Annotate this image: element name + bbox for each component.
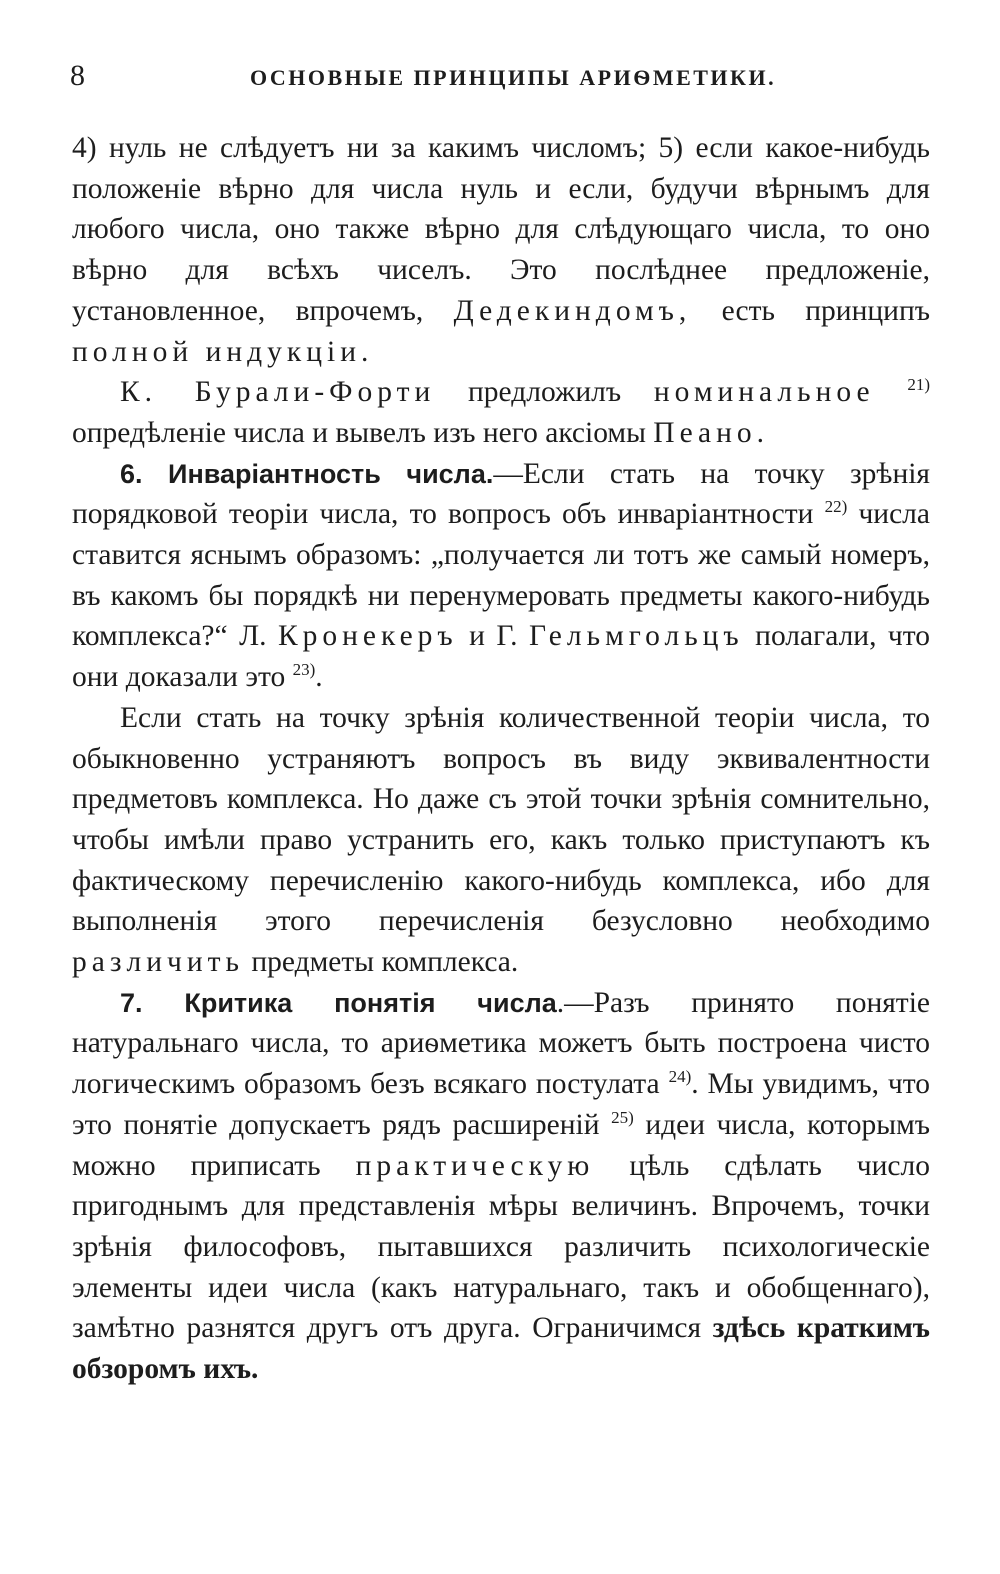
p4-text-a: Если стать на точку зрѣнія количественной теоріи числа, то обыкновенно устраняютъ вопросъ въ виду эквивалентности предметовъ комплекса. Но даже съ этой точки зрѣнія сомнительно, чтобы имѣли право устранить его, какъ только приступаютъ къ фактическому перечисленію какого-нибудь комплекса, ибо для выполненія этого перечисленія безусловно необходимо [72, 701, 930, 938]
p5-text-c: идеи числа, которымъ можно приписать [72, 1108, 931, 1182]
term-distinguish: различить [72, 946, 244, 979]
p3-text-a: —Если стать на точку зрѣнія порядковой теоріи числа, то вопросъ объ инваріантности [72, 457, 930, 531]
paragraph-3 [72, 454, 930, 698]
name-helmholtz: Гельмгольцъ [529, 620, 744, 653]
section-heading-6: 6. Инваріантность числа. [120, 458, 494, 489]
name-dedekind: Дедекиндомъ, [453, 294, 692, 327]
body-text [72, 128, 930, 1390]
p1-text-a: 4) нуль не слѣдуетъ ни за какимъ числомъ; 5) если какое-нибудь положеніе вѣрно для числа нуль и если, будучи вѣрнымъ для любого числа, оно также вѣрно для слѣдующаго числа, то оно вѣрно для всѣхъ чиселъ. Это послѣднее предложеніе, установленное, впрочемъ, [72, 132, 930, 327]
footnote-ref-21[interactable]: 21) [907, 375, 930, 395]
term-practical: практическую [355, 1149, 595, 1182]
p2-text-a: предложилъ [435, 376, 654, 409]
running-title: ОСНОВНЫЕ ПРИНЦИПЫ АРИѲМЕТИКИ. [250, 65, 777, 90]
p5-text-a: .—Разъ принято понятіе натуральнаго числа, то ариѳметика можетъ быть построена чисто логическимъ образомъ безъ всякаго постулата [72, 986, 930, 1101]
p5-text-d: цѣль сдѣлать число пригоднымъ для представленія мѣры величинъ. Впрочемъ, точки зрѣнія философовъ, пытавшихся различить психологическіе элементы идеи числа (какъ натуральнаго, такъ и обобщеннаго), замѣтно разнятся другъ отъ друга. Ограничимся [72, 1149, 931, 1345]
term-nominal: номинальное [653, 376, 875, 409]
name-peano: Пеано. [653, 416, 770, 449]
footnote-ref-23[interactable]: 23) [292, 660, 316, 680]
paragraph-1 [72, 128, 930, 372]
p4-text-b: предметы комплекса. [243, 946, 519, 979]
page-number: 8 [70, 59, 85, 92]
p3-text-b: числа ставится яснымъ образомъ: „получается ли тотъ же самый номеръ, въ какомъ бы порядкѣ ни перенумеровать предметы какого-нибудь комплекса?“ Л. [72, 498, 930, 653]
name-burali-forti: К. Бурали-Форти [120, 376, 436, 409]
p5-last-phrase: здѣсь краткимъ обзоромъ ихъ. [72, 1312, 931, 1386]
name-kronecker: Кронекеръ [277, 620, 458, 653]
footnote-ref-24[interactable]: 24) [668, 1067, 692, 1087]
section-heading-7: 7. Критика понятія числа [120, 987, 557, 1018]
p3-text-c: и Г. [457, 620, 529, 653]
term-complete-induction: полной индукціи. [72, 335, 374, 368]
paragraph-2 [72, 372, 930, 453]
p3-text-d: полагали, что они доказали это [72, 620, 931, 694]
p1-text-b: есть принципъ [691, 294, 930, 327]
p2-text-b: опредѣленіе числа и вывелъ изъ него аксіомы [72, 416, 654, 449]
paragraph-4 [72, 698, 930, 983]
paragraph-5 [72, 983, 930, 1390]
page-header [70, 56, 930, 96]
p5-text-b: . Мы увидимъ, что это понятіе допускаетъ рядъ расширеній [72, 1068, 931, 1141]
footnote-ref-25[interactable]: 25) [611, 1108, 634, 1128]
footnote-ref-22[interactable]: 22) [824, 497, 848, 517]
p3-text-e: . [315, 661, 323, 694]
